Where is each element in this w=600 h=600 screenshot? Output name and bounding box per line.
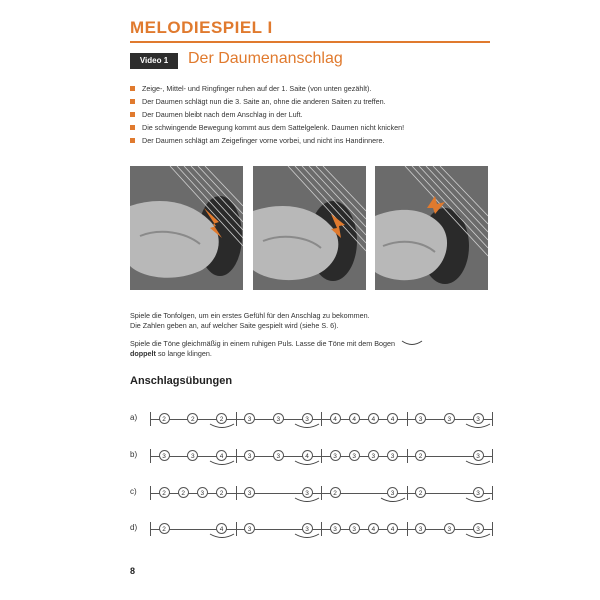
bar-line [321,522,322,536]
string-number-note: 3 [368,450,379,461]
bar-line [150,449,151,463]
string-number-note: 4 [216,523,227,534]
list-item: Der Daumen schlägt nun die 3. Saite an, ohne die anderen Saiten zu treffen. [130,95,510,108]
string-number-note: 2 [415,450,426,461]
string-number-note: 3 [244,523,255,534]
string-number-note: 2 [216,487,227,498]
bar-line [236,522,237,536]
slur-icon [465,460,491,468]
bullet-square-icon [130,99,135,104]
string-number-note: 2 [178,487,189,498]
string-number-note: 4 [302,450,313,461]
string-number-note: 2 [159,523,170,534]
bar-line [407,522,408,536]
string-number-note: 3 [349,450,360,461]
bar-line [407,449,408,463]
bar-line [492,449,493,463]
bar-line [150,486,151,500]
instruction-paragraph-1: Spiele die Tonfolgen, um ein erstes Gefühl für den Anschlag zu bekommen. Die Zahlen geben an, auf welcher Saite gespielt wird (siehe S. 6). [130,311,370,330]
string-number-note: 2 [415,487,426,498]
slur-icon [294,423,320,431]
string-number-note: 4 [368,523,379,534]
list-item: Der Daumen schlägt am Zeigefinger vorne vorbei, und nicht ins Handinnere. [130,134,510,147]
slur-icon [465,497,491,505]
slur-icon [209,533,235,541]
video-badge[interactable]: Video 1 [130,53,178,69]
bullet-square-icon [130,86,135,91]
exercise-label: d) [130,523,138,532]
bar-line [492,412,493,426]
slur-icon [209,423,235,431]
bar-line [236,486,237,500]
slur-icon [294,460,320,468]
exercise-label: b) [130,450,138,459]
exercise-row [130,518,492,542]
exercise-label: c) [130,487,137,496]
string-number-note: 2 [216,413,227,424]
string-number-note: 3 [330,450,341,461]
bar-line [150,412,151,426]
string-number-note: 3 [273,413,284,424]
string-number-note: 3 [473,413,484,424]
string-number-note: 3 [244,413,255,424]
string-number-note: 4 [368,413,379,424]
string-number-note: 3 [444,523,455,534]
bar-line [236,412,237,426]
string-number-note: 2 [159,487,170,498]
slur-icon [294,497,320,505]
bar-line [236,449,237,463]
bar-line [407,412,408,426]
list-item: Der Daumen bleibt nach dem Anschlag in der Luft. [130,108,510,121]
string-number-note: 3 [159,450,170,461]
page-number: 8 [130,566,136,576]
bullet-square-icon [130,112,135,117]
bullet-square-icon [130,138,135,143]
photo-thumb-stroke-start [130,166,243,290]
string-number-note: 3 [302,413,313,424]
exercise-row [130,482,492,506]
string-number-note: 3 [197,487,208,498]
string-number-note: 3 [387,487,398,498]
string-number-note: 3 [244,450,255,461]
string-number-note: 3 [187,450,198,461]
bar-line [492,486,493,500]
string-number-note: 3 [444,413,455,424]
string-number-note: 3 [330,523,341,534]
string-number-note: 3 [473,487,484,498]
slur-icon [294,533,320,541]
string-number-note: 2 [187,413,198,424]
slur-icon [380,497,406,505]
exercise-row [130,408,492,432]
exercise-label: a) [130,413,138,422]
bar-line [492,522,493,536]
string-number-note: 3 [273,450,284,461]
string-number-note: 3 [349,523,360,534]
string-number-note: 3 [387,450,398,461]
string-number-note: 3 [302,523,313,534]
string-number-note: 2 [159,413,170,424]
string-number-note: 3 [244,487,255,498]
slur-icon [465,423,491,431]
string-number-note: 3 [473,523,484,534]
string-number-note: 3 [415,523,426,534]
bar-line [321,486,322,500]
string-number-note: 4 [387,413,398,424]
instruction-list [130,82,510,147]
photo-thumb-stroke-middle [253,166,366,290]
string-number-note: 3 [415,413,426,424]
bar-line [407,486,408,500]
slur-icon [209,460,235,468]
exercises-heading: Anschlagsübungen [130,375,233,387]
chapter-title-rule [130,41,490,43]
string-number-note: 4 [330,413,341,424]
slur-icon [465,533,491,541]
string-number-note: 3 [473,450,484,461]
list-item: Die schwingende Bewegung kommt aus dem Sattelgelenk. Daumen nicht knicken! [130,121,510,134]
bar-line [150,522,151,536]
string-number-note: 4 [387,523,398,534]
section-title: Der Daumenanschlag [188,50,343,67]
bar-line [321,449,322,463]
string-number-note: 2 [330,487,341,498]
photo-thumb-stroke-end [375,166,488,290]
string-number-note: 4 [216,450,227,461]
slur-icon [401,340,423,348]
chapter-title: MELODIESPIEL I [130,18,273,37]
bullet-square-icon [130,125,135,130]
string-number-note: 4 [349,413,360,424]
exercise-row [130,445,492,469]
list-item: Zeige-, Mittel- und Ringfinger ruhen auf der 1. Saite (von unten gezählt). [130,82,510,95]
bar-line [321,412,322,426]
string-number-note: 3 [302,487,313,498]
instruction-paragraph-2: Spiele die Töne gleichmäßig in einem ruhigen Puls. Lasse die Töne mit dem Bogen doppelt so lange klingen. [130,339,423,359]
